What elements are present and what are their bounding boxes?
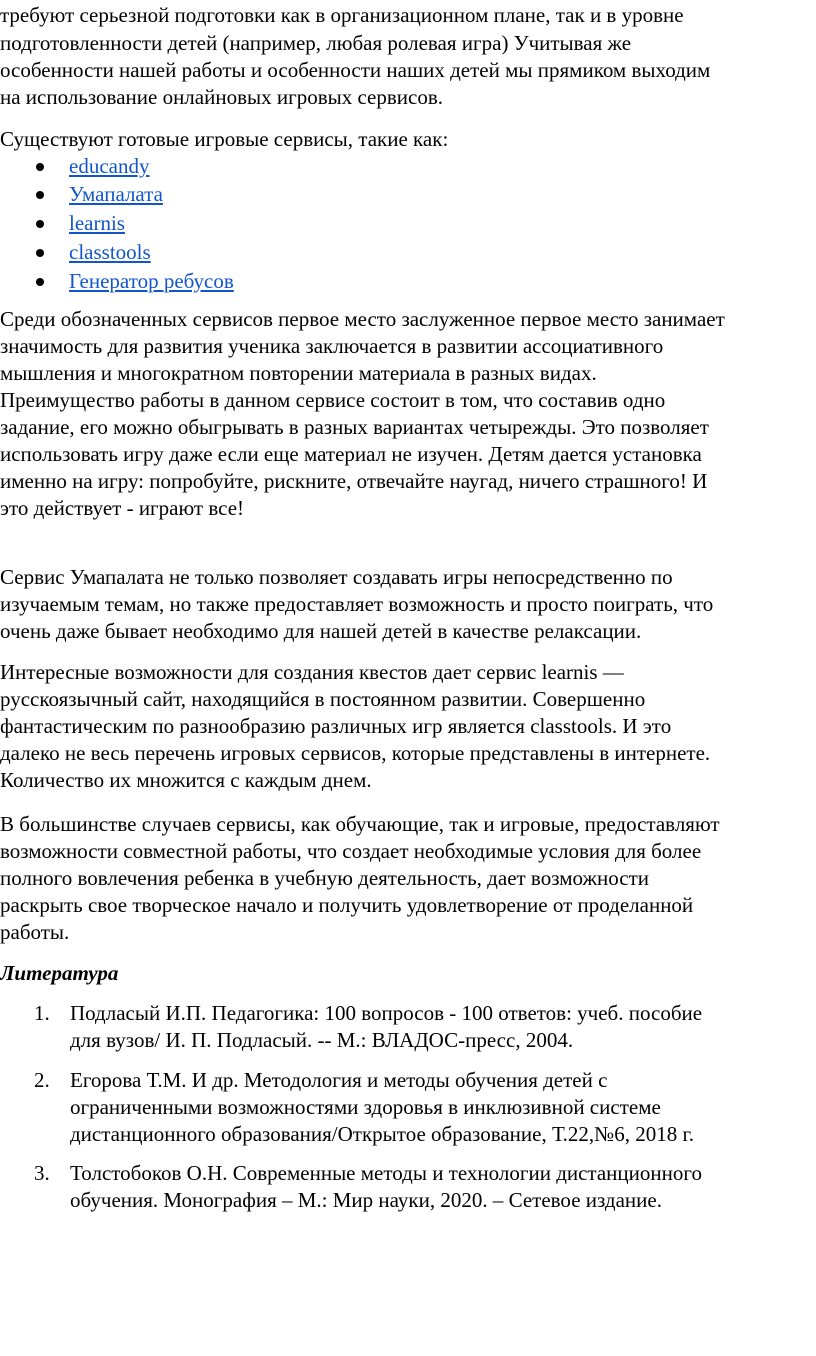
text-line: Среди обозначенных сервисов первое место заслуженное первое место занимает: [0, 307, 725, 331]
text-line: использовать игру даже если еще материал не изучен. Детям дается установка: [0, 442, 702, 466]
link-educandy[interactable]: educandy: [69, 154, 150, 178]
text-line: Количество их множится с каждым днем.: [0, 768, 372, 792]
text-line: на использование онлайновых игровых сервисов.: [0, 85, 444, 109]
text-line: изучаемым темам, но также предоставляет возможность и просто поиграть, что: [0, 592, 714, 616]
bullet-icon: [36, 220, 44, 228]
text-line: Сервис Умапалата не только позволяет создавать игры непосредственно по: [0, 565, 673, 589]
text-line: мышления и многократном повторении материала в разных видах.: [0, 361, 597, 385]
literature-heading: Литература: [0, 961, 119, 985]
text-line: особенности нашей работы и особенности наших детей мы прямиком выходим: [0, 58, 711, 82]
text-line: русскоязычный сайт, находящийся в постоянном развитии. Совершенно: [0, 687, 646, 711]
link-umapalata[interactable]: Умапалата: [69, 182, 163, 206]
text-line: задание, его можно обыгрывать в разных вариантах четырежды. Это позволяет: [0, 415, 709, 439]
text-line: подготовленности детей (например, любая ролевая игра) Учитывая же: [0, 31, 632, 55]
text-line: очень даже бывает необходимо для нашей детей в качестве релаксации.: [0, 619, 642, 643]
text-line: требуют серьезной подготовки как в организационном плане, так и в уровне: [0, 3, 684, 27]
link-rebus-generator[interactable]: Генератор ребусов: [69, 269, 234, 293]
reference-line: Подласый И.П. Педагогика: 100 вопросов - 100 ответов: учеб. пособие: [70, 1001, 703, 1025]
reference-line: Толстобоков О.Н. Современные методы и технологии дистанционного: [70, 1161, 702, 1185]
text-line: фантастическим по разнообразию различных игр является classtools. И это: [0, 714, 672, 738]
link-classtools[interactable]: classtools: [69, 240, 151, 264]
bullet-icon: [36, 163, 44, 171]
reference-line: дистанционного образования/Открытое образование, Т.22,№6, 2018 г.: [70, 1122, 694, 1146]
text-line: Интересные возможности для создания квестов дает сервис learnis —: [0, 660, 624, 684]
reference-number: 3.: [34, 1161, 50, 1185]
bullet-icon: [36, 249, 44, 257]
text-line: В большинстве случаев сервисы, как обучающие, так и игровые, предоставляют: [0, 812, 720, 836]
text-line: значимость для развития ученика заключается в развитии ассоциативного: [0, 334, 664, 358]
reference-line: для вузов/ И. П. Подласый. -- М.: ВЛАДОС-пресс, 2004.: [70, 1028, 574, 1052]
text-line: возможности совместной работы, что создает необходимые условия для более: [0, 839, 702, 863]
reference-line: обучения. Монография – М.: Мир науки, 2020. – Сетевое издание.: [70, 1188, 662, 1212]
text-line: Преимущество работы в данном сервисе состоит в том, что составив одно: [0, 388, 666, 412]
reference-line: ограниченными возможностями здоровья в инклюзивной системе: [70, 1095, 661, 1119]
reference-line: Егорова Т.М. И др. Методология и методы обучения детей с: [70, 1068, 608, 1092]
reference-number: 2.: [34, 1068, 50, 1092]
bullet-icon: [36, 191, 44, 199]
text-line: это действует - играют все!: [0, 496, 245, 520]
services-intro: Существуют готовые игровые сервисы, такие как:: [0, 127, 449, 151]
text-line: работы.: [0, 920, 70, 944]
text-line: полного вовлечения ребенка в учебную деятельность, дает возможности: [0, 866, 649, 890]
link-learnis[interactable]: learnis: [69, 211, 125, 235]
text-line: именно на игру: попробуйте, рискните, отвечайте наугад, ничего страшного! И: [0, 469, 708, 493]
reference-number: 1.: [34, 1001, 50, 1025]
text-line: раскрыть свое творческое начало и получить удовлетворение от проделанной: [0, 893, 694, 917]
text-line: далеко не весь перечень игровых сервисов, которые представлены в интернете.: [0, 741, 711, 765]
bullet-icon: [36, 278, 44, 286]
